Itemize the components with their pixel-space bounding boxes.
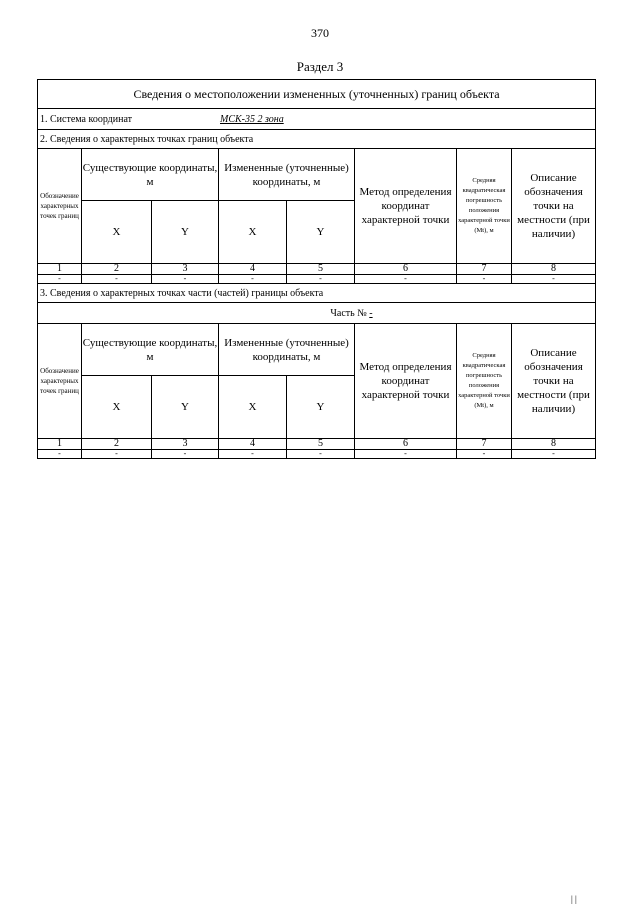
column-number: 3 (152, 264, 219, 275)
column-number: 2 (82, 439, 152, 450)
table-cell: - (355, 450, 457, 459)
section-title: Раздел 3 (296, 59, 344, 74)
header-designation: Обозначение характерных точек границ (38, 149, 82, 264)
header-existing-x: X (82, 201, 152, 264)
section3-title: 3. Сведения о характерных точках части (частей) границы объекта (38, 284, 596, 303)
table-cell: - (38, 450, 82, 459)
table-cell: - (38, 275, 82, 284)
table-cell: - (287, 275, 355, 284)
header-changed-y: Y (287, 376, 355, 439)
part-label: Часть № (330, 307, 367, 319)
header-changed-x: X (219, 376, 287, 439)
column-number: 7 (457, 439, 512, 450)
header-changed-coords: Измененные (уточненные) координаты, м (219, 324, 355, 376)
column-numbers-row (38, 439, 596, 450)
column-number: 8 (512, 439, 596, 450)
coord-system-value: МСК-35 2 зона (220, 113, 284, 125)
header-method: Метод определения координат характерной точки (355, 149, 457, 264)
column-numbers-row (38, 264, 596, 275)
header-existing-y: Y (152, 201, 219, 264)
column-number: 4 (219, 439, 287, 450)
column-number: 5 (287, 264, 355, 275)
header-changed-coords: Измененные (уточненные) координаты, м (219, 149, 355, 201)
column-number: 7 (457, 264, 512, 275)
table-cell: - (82, 450, 152, 459)
column-number: 2 (82, 264, 152, 275)
column-number: 8 (512, 264, 596, 275)
header-method: Метод определения координат характерной точки (355, 324, 457, 439)
footer-mark: | | (571, 894, 577, 904)
coord-system-row (38, 109, 596, 130)
header-changed-x: X (219, 201, 287, 264)
coord-system-label: 1. Система координат (40, 113, 133, 125)
part-value: - (369, 307, 373, 319)
table-row (38, 275, 596, 284)
table-cell: - (152, 450, 219, 459)
header-accuracy: Средняя квадратическая погрешность положения характерной точки (Mt), м (457, 149, 512, 264)
table-cell: - (512, 450, 596, 459)
header-existing-coords: Существующие координаты, м (82, 324, 219, 376)
header-accuracy: Средняя квадратическая погрешность положения характерной точки (Mt), м (457, 324, 512, 439)
header-changed-y: Y (287, 201, 355, 264)
section2-title: 2. Сведения о характерных точках границ объекта (38, 130, 596, 149)
table-row (38, 450, 596, 459)
header-designation: Обозначение характерных точек границ (38, 324, 82, 439)
header-existing-coords: Существующие координаты, м (82, 149, 219, 201)
column-number: 4 (219, 264, 287, 275)
table-title: Сведения о местоположении измененных (уточненных) границ объекта (38, 80, 596, 109)
column-number: 1 (38, 439, 82, 450)
table-cell: - (219, 275, 287, 284)
table-cell: - (457, 275, 512, 284)
part-row (38, 303, 596, 324)
column-number: 5 (287, 439, 355, 450)
table-cell: - (219, 450, 287, 459)
header-existing-x: X (82, 376, 152, 439)
table-cell: - (457, 450, 512, 459)
table-cell: - (512, 275, 596, 284)
column-number: 6 (355, 439, 457, 450)
header-description: Описание обозначения точки на местности (при наличии) (512, 324, 596, 439)
column-number: 3 (152, 439, 219, 450)
table-cell: - (287, 450, 355, 459)
table-cell: - (82, 275, 152, 284)
table-cell: - (355, 275, 457, 284)
boundary-form-table (37, 79, 596, 459)
header-description: Описание обозначения точки на местности (при наличии) (512, 149, 596, 264)
page-number: 370 (311, 26, 329, 40)
column-number: 6 (355, 264, 457, 275)
header-existing-y: Y (152, 376, 219, 439)
table-cell: - (152, 275, 219, 284)
column-number: 1 (38, 264, 82, 275)
